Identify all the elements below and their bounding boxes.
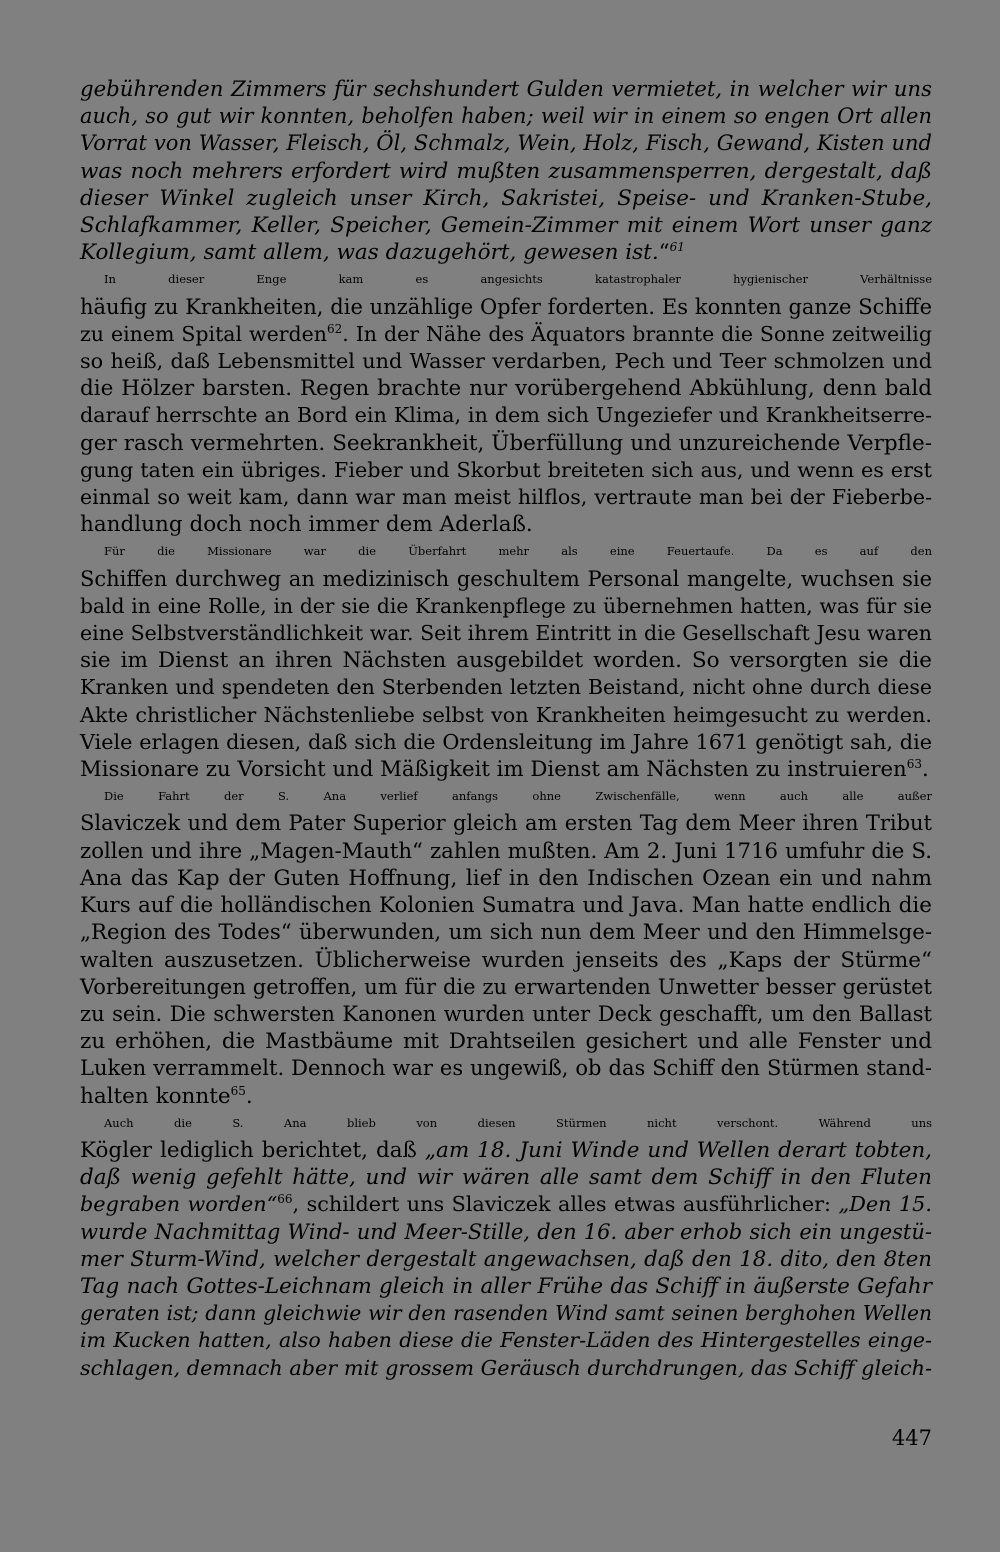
text-line: Slaviczek und dem Pater Superior gleich am ersten Tag dem Meer ihren Tribut bbox=[80, 811, 932, 836]
text-line: eine Selbstverständlichkeit war. Seit ihrem Eintritt in die Gesellschaft Jesu waren bbox=[80, 621, 932, 646]
text-segment: . bbox=[245, 1083, 253, 1109]
footnote-ref-63[interactable]: 63 bbox=[906, 757, 923, 772]
quote-end-text: Kollegium, samt allem, was dazugehört, gewesen ist. bbox=[80, 240, 659, 266]
text-line: Ana das Kap der Guten Hoffnung, lief in den Indischen Ozean ein und nahm bbox=[80, 865, 932, 891]
text-line: dieser Winkel zugleich unser Kirch, Sakristei, Speise- und Kranken-Stube, bbox=[80, 185, 932, 211]
quote-text: „Den 15. bbox=[838, 1192, 932, 1217]
text-segment: zu einem Spital werden bbox=[80, 321, 327, 346]
text-line: „Region des Todes“ überwunden, um sich nun dem Meer und den Himmelsge- bbox=[80, 920, 932, 946]
closing-quote-mark: “ bbox=[658, 240, 670, 266]
text-line bbox=[80, 756, 932, 783]
text-line bbox=[80, 1137, 932, 1164]
paragraph-missionaries bbox=[80, 538, 932, 783]
text-line: wurde Nachmittag Wind- und Meer-Stille, den 16. aber erhob sich ein ungestü- bbox=[80, 1219, 932, 1244]
quote-continuation bbox=[80, 76, 932, 266]
text-line: so heiß, daß Lebensmittel und Wasser verdarben, Pech und Teer schmolzen und bbox=[80, 349, 932, 374]
text-segment: . bbox=[922, 757, 929, 783]
text-line bbox=[80, 239, 932, 266]
page-number: 447 bbox=[891, 1426, 932, 1450]
text-line: Viele erlagen diesen, daß sich die Ordensleitung im Jahre 1671 genötigt sah, die bbox=[80, 729, 932, 754]
text-line: einmal so weit kam, dann war man meist hilflos, vertraute man bei der Fieberbe- bbox=[80, 485, 932, 510]
text-line: die Hölzer barsten. Regen brachte nur vorübergehend Abkühlung, denn bald bbox=[80, 376, 932, 402]
text-segment: halten konnte bbox=[80, 1083, 231, 1109]
text-line: im Kucken hatten, also haben diese die Fenster-Läden des Hintergestelles einge- bbox=[80, 1328, 932, 1353]
text-line: Kranken und spendeten den Sterbenden letzten Beistand, nicht ohne durch diese bbox=[80, 675, 932, 700]
text-line: mer Sturm-Wind, welcher dergestalt angewachsen, daß den 18. dito, den 8ten bbox=[80, 1246, 932, 1272]
text-line: sie im Dienst an ihren Nächsten ausgebildet worden. So versorgten sie die bbox=[80, 648, 932, 674]
text-line: zu erhöhen, die Mastbäume mit Drahtseilen gesichert und alle Fenster und bbox=[80, 1029, 932, 1055]
text-line: walten auszusetzen. Üblicherweise wurden jenseits des „Kaps der Stürme“ bbox=[80, 947, 932, 973]
text-line: darauf herrschte an Bord ein Klima, in dem sich Ungeziefer und Krankheitserre- bbox=[80, 403, 932, 428]
text-line: Luken verrammelt. Dennoch war es ungewiß, ob das Schiff den Stürmen stand- bbox=[80, 1056, 932, 1081]
text-line: Die Fahrt der S. Ana verlief anfangs ohne Zwischenfälle, wenn auch alle außer bbox=[104, 789, 932, 804]
text-line: auch, so gut wir konnten, beholfen haben; weil wir in einem so engen Ort allen bbox=[80, 104, 932, 129]
text-line: Kurs auf die holländischen Kolonien Sumatra und Java. Man hatte endlich die bbox=[80, 893, 932, 919]
text-line: ger rasch vermehrten. Seekrankheit, Überfüllung und unzureichende Verpfle- bbox=[80, 430, 932, 456]
paragraph-voyage bbox=[80, 783, 932, 1109]
text-line: gung taten ein übriges. Fieber und Skorbut breiteten sich aus, und wenn es erst bbox=[80, 457, 932, 482]
text-segment: Missionare zu Vorsicht und Mäßigkeit im Dienst am Nächsten zu instruieren bbox=[80, 757, 907, 783]
text-line: daß wenig gefehlt hätte, und wir wären alle samt dem Schiff in den Fluten bbox=[80, 1165, 932, 1191]
text-segment: Kögler lediglich berichtet, daß bbox=[80, 1137, 425, 1163]
text-line: schlagen, demnach aber mit grossem Geräusch durchdrungen, das Schiff gleich- bbox=[80, 1355, 932, 1380]
text-line: Schiffen durchweg an medizinisch geschultem Personal mangelte, wuchsen sie bbox=[80, 566, 932, 591]
footnote-ref-62[interactable]: 62 bbox=[326, 321, 343, 336]
text-line: geraten ist; dann gleichwie wir den rasenden Wind samt seinen berghohen Wellen bbox=[80, 1301, 932, 1326]
footnote-ref-66[interactable]: 66 bbox=[277, 1192, 293, 1207]
text-line bbox=[80, 321, 932, 348]
text-line: zu sein. Die schwersten Kanonen wurden unter Deck geschafft, um den Ballast bbox=[80, 1001, 932, 1026]
text-line: In dieser Enge kam es angesichts katastrophaler hygienischer Verhältnisse bbox=[104, 272, 932, 287]
text-line: Schlafkammer, Keller, Speicher, Gemein-Zimmer mit einem Wort unser ganz bbox=[80, 213, 932, 239]
paragraph-storm bbox=[80, 1110, 932, 1382]
text-line: Akte christlicher Nächstenliebe selbst von Krankheiten heimgesucht zu werden. bbox=[80, 702, 932, 727]
text-line: Tag nach Gottes-Leichnam gleich in aller Frühe das Schiff in äußerste Gefahr bbox=[80, 1273, 932, 1299]
text-line bbox=[80, 1083, 932, 1110]
text-line: Vorbereitungen getroffen, um für die zu erwartenden Unwetter besser gerüstet bbox=[80, 974, 932, 999]
text-line: zollen und ihre „Magen-Mauth“ zahlen mußten. Am 2. Juni 1716 umfuhr die S. bbox=[80, 838, 932, 864]
text-line: häufig zu Krankheiten, die unzählige Opfer forderten. Es konnten ganze Schiffe bbox=[80, 294, 932, 319]
quote-text: „am 18. Juni Winde und Wellen derart tobten, bbox=[424, 1137, 932, 1163]
text-line: Auch die S. Ana blieb von diesen Stürmen nicht verschont. Während uns bbox=[104, 1115, 932, 1130]
paragraph-hygiene bbox=[80, 266, 932, 538]
text-line: handlung doch noch immer dem Aderlaß. bbox=[80, 512, 533, 538]
text-segment: . In der Nähe des Äquators brannte die Sonne zeitweilig bbox=[342, 321, 932, 346]
text-segment: , schildert uns Slaviczek alles etwas ausführlicher: bbox=[292, 1192, 839, 1217]
footnote-ref-61[interactable]: 61 bbox=[669, 240, 685, 255]
quote-text: begraben worden“ bbox=[80, 1192, 278, 1217]
text-line: was noch mehrers erfordert wird mußten zusammensperren, dergestalt, daß bbox=[80, 158, 932, 184]
text-line bbox=[80, 1191, 932, 1218]
footnote-ref-65[interactable]: 65 bbox=[230, 1083, 246, 1098]
page-body bbox=[80, 76, 932, 1382]
text-line: gebührenden Zimmers für sechshundert Gulden vermietet, in welcher wir uns bbox=[80, 77, 932, 102]
text-line: Vorrat von Wasser, Fleisch, Öl, Schmalz, Wein, Holz, Fisch, Gewand, Kisten und bbox=[80, 131, 932, 156]
text-line: bald in eine Rolle, in der sie die Krankenpflege zu übernehmen hatten, was für sie bbox=[80, 593, 932, 618]
text-line: Für die Missionare war die Überfahrt mehr als eine Feuertaufe. Da es auf den bbox=[104, 544, 932, 559]
